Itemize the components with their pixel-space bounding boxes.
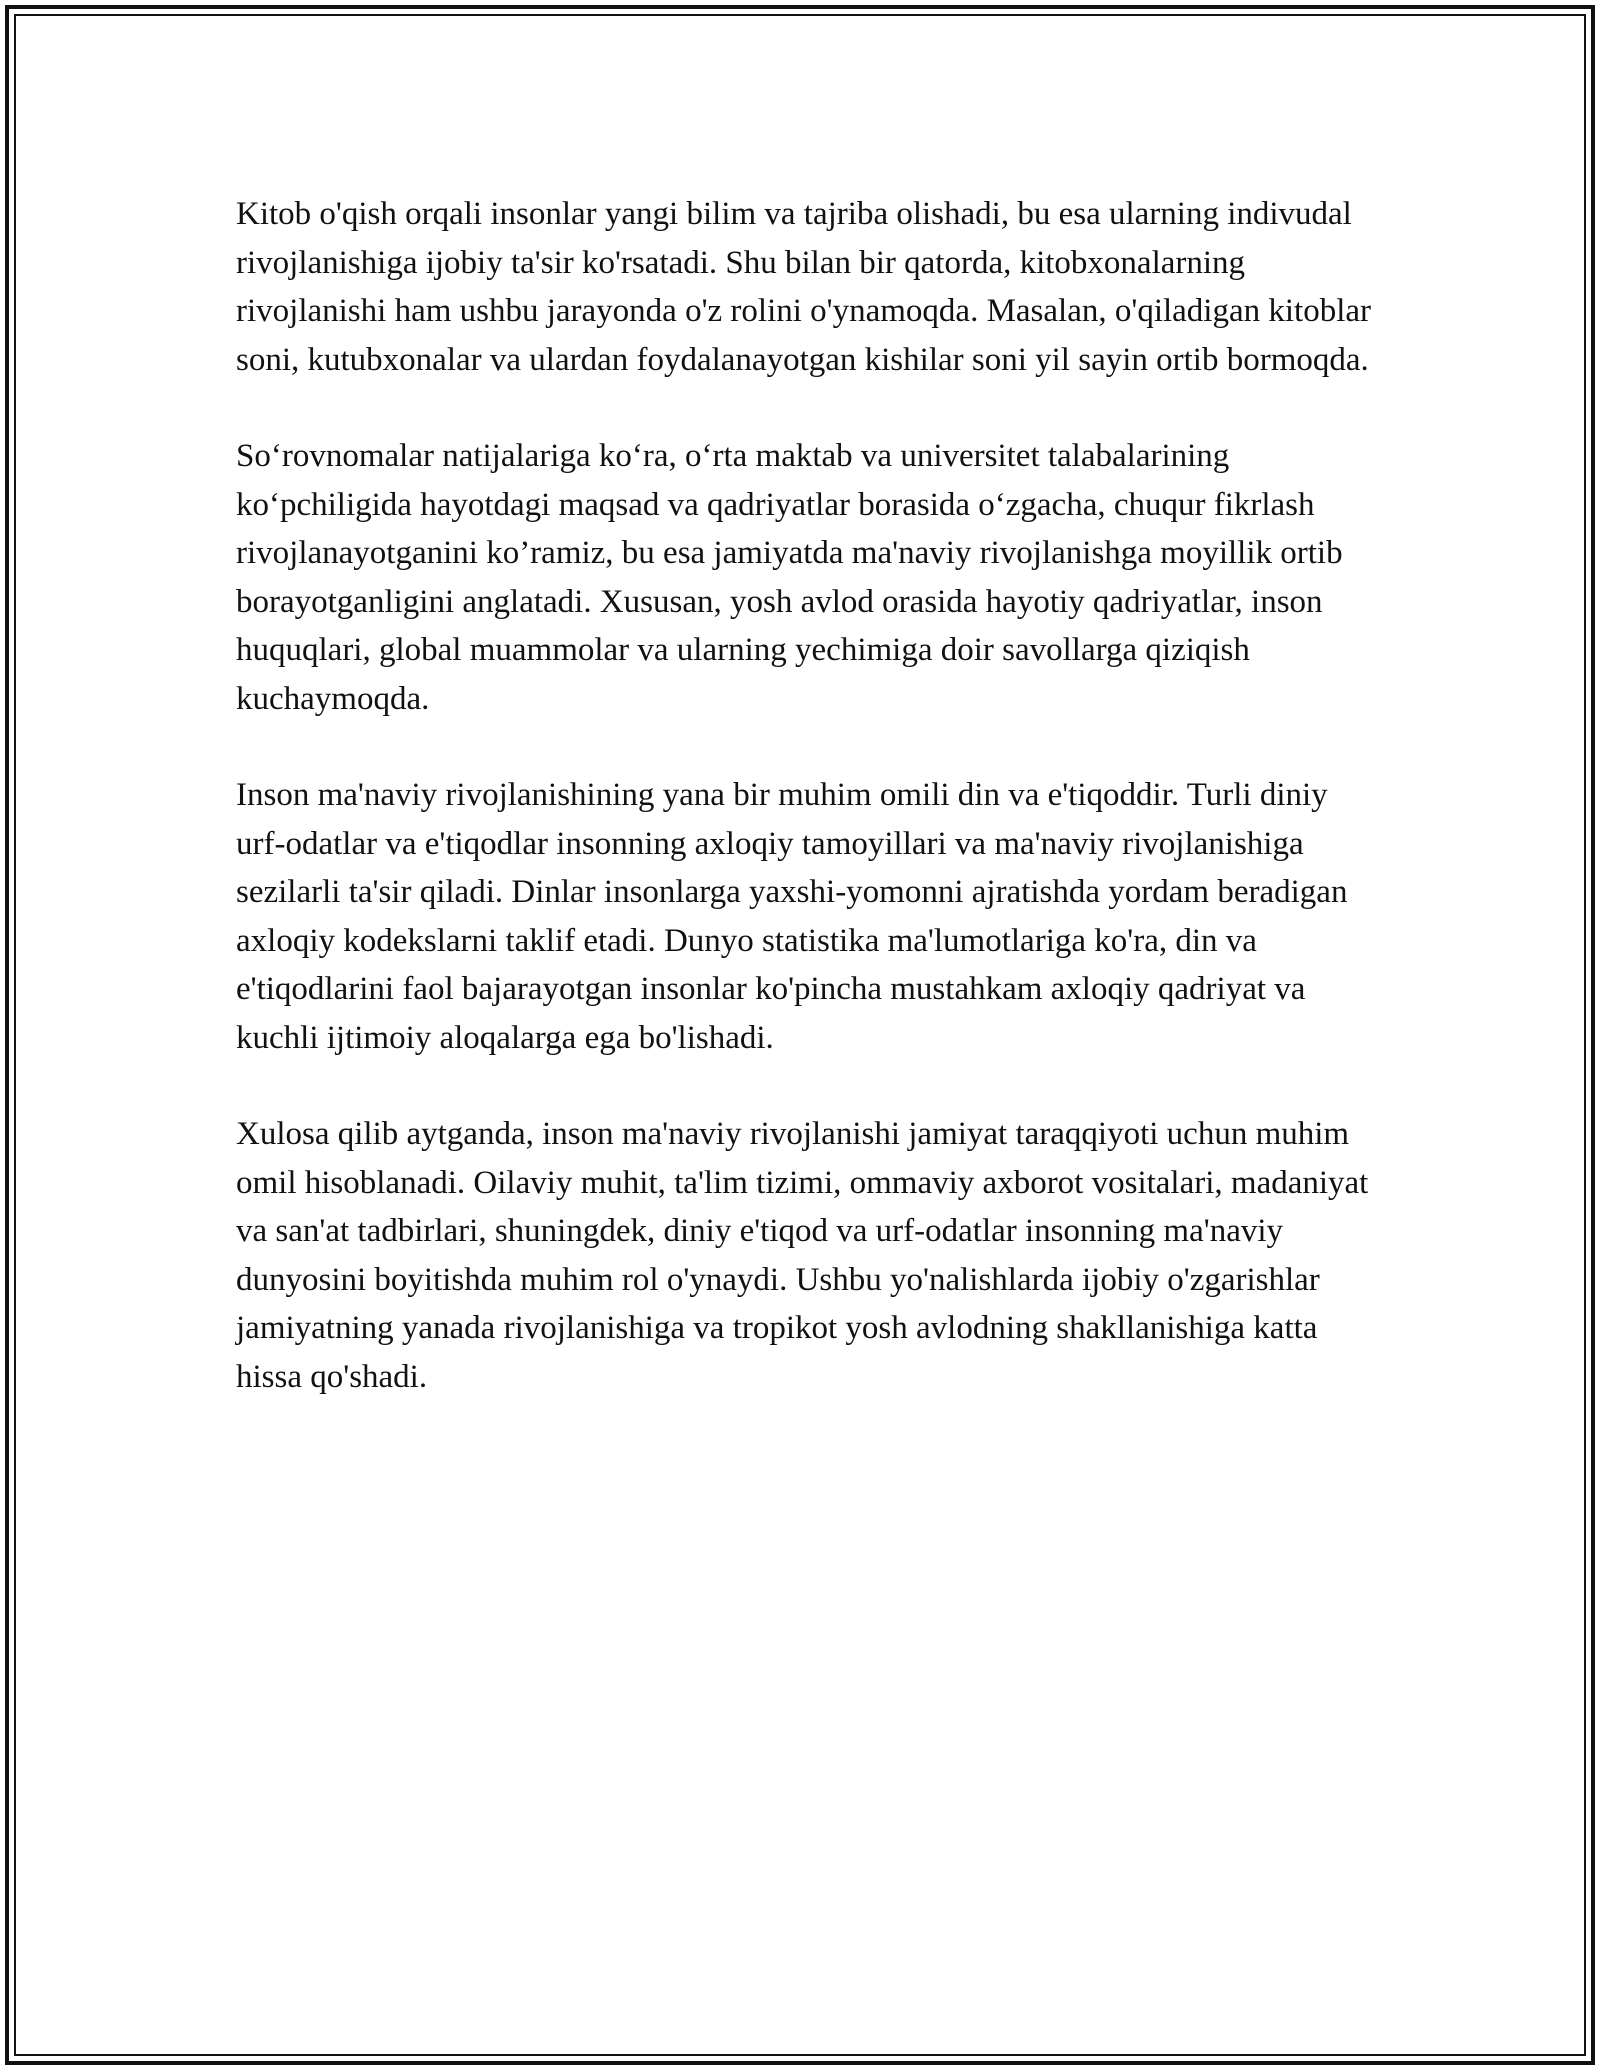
document-body — [236, 190, 1376, 1401]
paragraph-1: Kitob o'qish orqali insonlar yangi bilim va tajriba olishadi, bu esa ularning indivudal rivojlanishiga ijobiy ta'sir ko'rsatadi. Shu bilan bir qatorda, kitobxonalarning rivojlanishi ham ushbu jarayonda o'z rolini o'ynamoqda. Masalan, o'qiladigan kitoblar soni, kutubxonalar va ulardan foydalanayotgan kishilar soni yil sayin ortib bormoqda. — [236, 196, 1372, 378]
paragraph-3: Inson ma'naviy rivojlanishining yana bir muhim omili din va e'tiqoddir. Turli diniy urf-odatlar va e'tiqodlar insonning axloqiy tamoyillari va ma'naviy rivojlanishiga sezilarli ta'sir qiladi. Dinlar insonlarga yaxshi-yomonni ajratishda yordam beradigan axloqiy kodekslarni taklif etadi. Dunyo statistika ma'lumotlariga ko'ra, din va e'tiqodlarini faol bajarayotgan insonlar ko'pincha mustahkam axloqiy qadriyat va kuchli ijtimoiy aloqalarga ega bo'lishadi. — [236, 777, 1348, 1056]
paragraph-2: So‘rovnomalar natijalariga ko‘ra, o‘rta maktab va universitet talabalarining ko‘pchiligida hayotdagi maqsad va qadriyatlar borasida o‘zgacha, chuqur fikrlash rivojlanayotganini ko’ramiz, bu esa jamiyatda ma'naviy rivojlanishga moyillik ortib borayotganligini anglatadi. Xususan, yosh avlod orasida hayotiy qadriyatlar, inson huquqlari, global muammolar va ularning yechimiga doir savollarga qiziqish kuchaymoqda. — [236, 438, 1343, 717]
paragraph-4: Xulosa qilib aytganda, inson ma'naviy rivojlanishi jamiyat taraqqiyoti uchun muhim omil hisoblanadi. Oilaviy muhit, ta'lim tizimi, ommaviy axborot vositalari, madaniyat va san'at tadbirlari, shuningdek, diniy e'tiqod va urf-odatlar insonning ma'naviy dunyosini boyitishda muhim rol o'ynaydi. Ushbu yo'nalishlarda ijobiy o'zgarishlar jamiyatning yanada rivojlanishiga va tropikot yosh avlodning shakllanishiga katta hissa qo'shadi. — [236, 1116, 1369, 1395]
